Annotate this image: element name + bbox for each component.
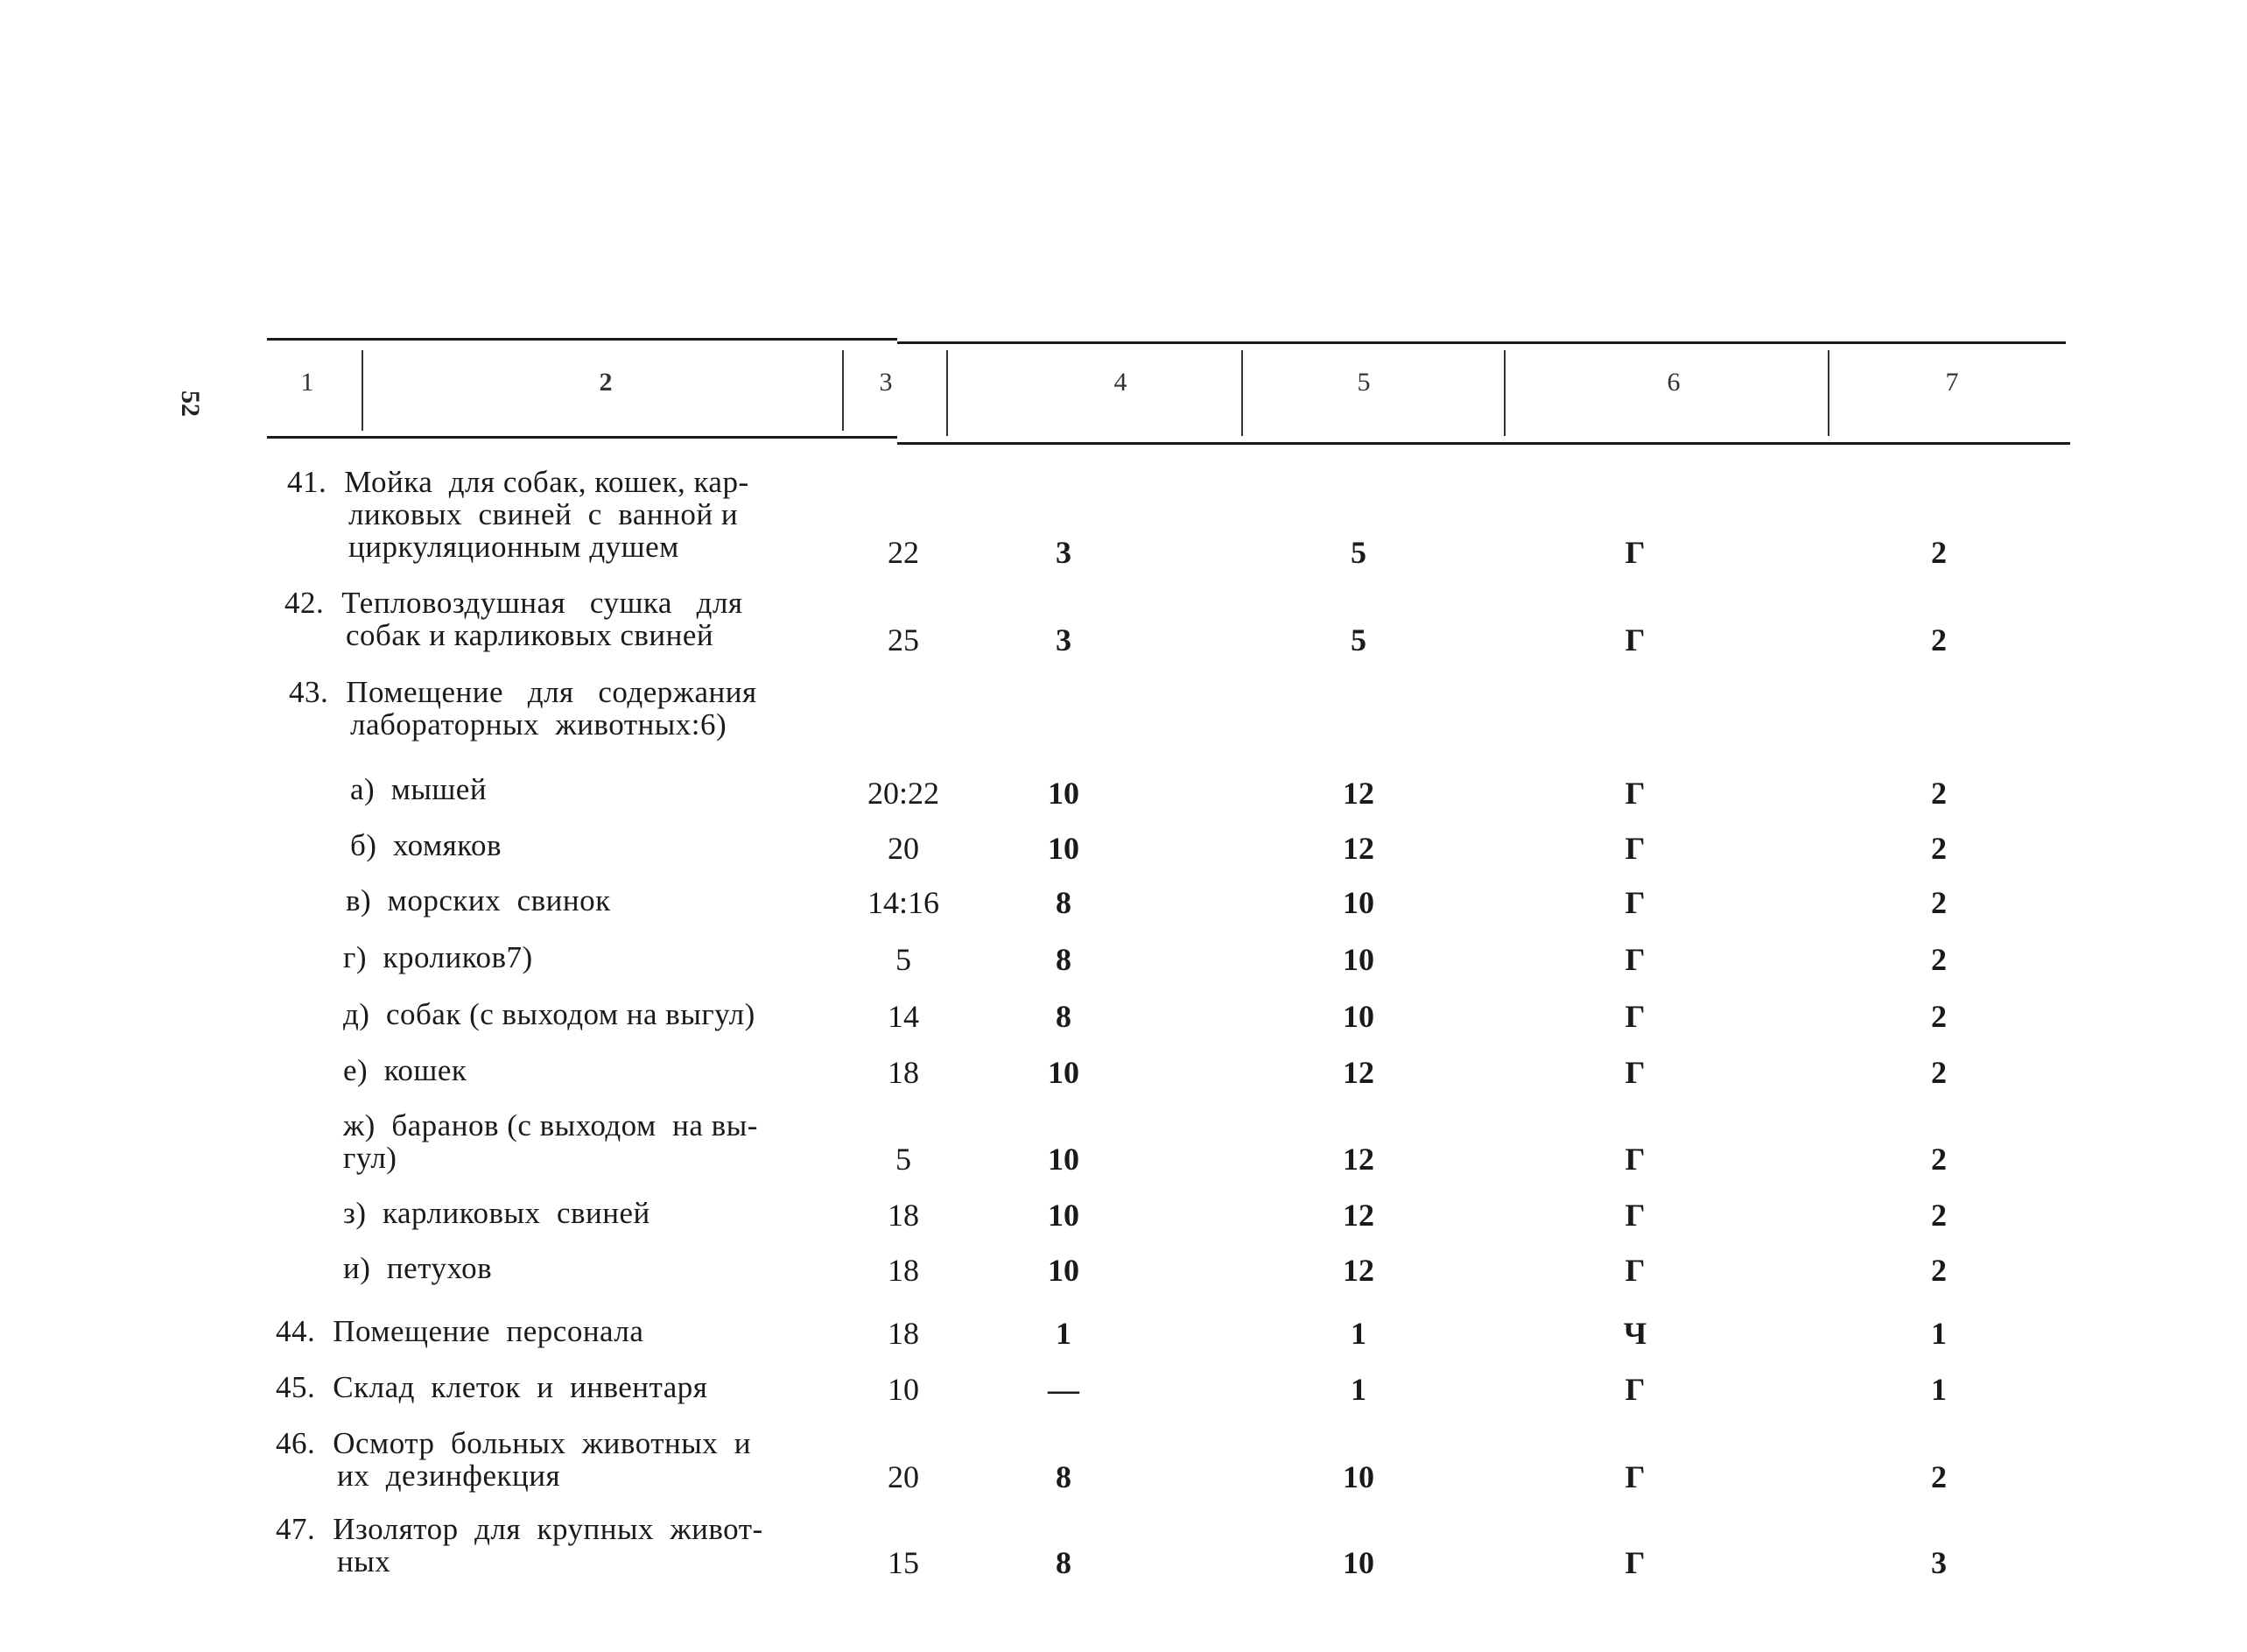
cell-c4: 1 [1056, 1316, 1071, 1351]
cell-c5: 12 [1343, 831, 1374, 866]
header-col-5: 5 [1357, 368, 1371, 397]
header-col-7: 7 [1945, 368, 1959, 397]
cell-c4: 10 [1048, 776, 1079, 811]
col-separator [946, 350, 948, 436]
row-label-line: собак и карликовых свиней [346, 618, 714, 652]
row-label [343, 1109, 758, 1174]
cell-c6: Г [1625, 1253, 1646, 1288]
cell-c4: 8 [1056, 885, 1071, 920]
cell-c4: 10 [1048, 1198, 1079, 1233]
cell-c5: 10 [1343, 942, 1374, 977]
col-separator [362, 350, 363, 431]
col-separator [1241, 350, 1243, 436]
col-separator [1504, 350, 1506, 436]
cell-c6: Ч [1623, 1316, 1647, 1351]
row-number: 43. [289, 675, 329, 709]
row-label-line: 42. Тепловоздушная сушка для [284, 586, 743, 620]
cell-c3: 20 [888, 831, 919, 866]
cell-c3: 18 [888, 1198, 919, 1233]
cell-c3: 5 [895, 1142, 911, 1177]
cell-c5: 10 [1343, 1459, 1374, 1494]
row-label [276, 1427, 751, 1492]
cell-c3: 18 [888, 1316, 919, 1351]
cell-c7: 1 [1931, 1316, 1947, 1351]
header-col-1: 1 [300, 368, 314, 397]
row-label [276, 1315, 643, 1347]
row-label-line: циркуляционным душем [348, 530, 679, 564]
cell-c5: 12 [1343, 1055, 1374, 1090]
row-number: 42. [284, 586, 325, 620]
row-label-line: гул) [343, 1141, 397, 1175]
row-label-line: 46. Осмотр больных животных и [276, 1426, 751, 1460]
cell-c4: 3 [1056, 535, 1071, 570]
cell-c3: 15 [888, 1545, 919, 1580]
row-label-line: а) мышей [350, 772, 488, 806]
header-top-rule [267, 338, 897, 341]
cell-c7: 1 [1931, 1372, 1947, 1407]
cell-c5: 10 [1343, 885, 1374, 920]
cell-c3: 18 [888, 1253, 919, 1288]
cell-c6: Г [1625, 885, 1646, 920]
row-label-line: е) кошек [343, 1053, 467, 1087]
cell-c4: 3 [1056, 622, 1071, 657]
cell-c7: 2 [1931, 1142, 1947, 1177]
cell-c3: 22 [888, 535, 919, 570]
cell-c5: 1 [1351, 1372, 1366, 1407]
cell-c7: 2 [1931, 622, 1947, 657]
header-bottom-rule-right [897, 442, 2070, 445]
row-number: 47. [276, 1512, 316, 1546]
row-label-line: лабораторных животных:6) [350, 707, 727, 742]
cell-c5: 10 [1343, 999, 1374, 1034]
row-label-line: ных [337, 1544, 391, 1578]
cell-c5: 5 [1351, 622, 1366, 657]
cell-c6: Г [1625, 1142, 1646, 1177]
header-top-rule-right [897, 341, 2066, 344]
cell-c3: 25 [888, 622, 919, 657]
row-label-line: з) карликовых свиней [343, 1196, 650, 1230]
row-label-line: д) собак (с выходом на выгул) [343, 997, 755, 1031]
cell-c4: 10 [1048, 1142, 1079, 1177]
cell-c6: Г [1625, 1545, 1646, 1580]
cell-c3: 14 [888, 999, 919, 1034]
cell-c6: Г [1625, 622, 1646, 657]
cell-c7: 2 [1931, 1253, 1947, 1288]
row-label-line: в) морских свинок [346, 883, 611, 917]
cell-c6: Г [1625, 535, 1646, 570]
cell-c3: 18 [888, 1055, 919, 1090]
row-label [343, 1252, 492, 1284]
cell-c7: 2 [1931, 1459, 1947, 1494]
row-label-line: 45. Склад клеток и инвентаря [276, 1370, 708, 1404]
cell-c7: 3 [1931, 1545, 1947, 1580]
row-label-line: их дезинфекция [337, 1459, 561, 1493]
row-number: 46. [276, 1426, 316, 1460]
row-label [343, 998, 755, 1030]
page-number: 52 [176, 390, 205, 417]
cell-c5: 12 [1343, 1198, 1374, 1233]
row-label-line: и) петухов [343, 1251, 493, 1285]
header-col-6: 6 [1667, 368, 1681, 397]
row-label-line: 43. Помещение для содержания [289, 675, 757, 709]
row-label [276, 1371, 707, 1403]
cell-c4: 8 [1056, 1459, 1071, 1494]
cell-c5: 12 [1343, 1142, 1374, 1177]
cell-c7: 2 [1931, 942, 1947, 977]
cell-c4: 8 [1056, 999, 1071, 1034]
row-label-line: 44. Помещение персонала [276, 1314, 644, 1348]
row-number: 41. [287, 465, 327, 499]
cell-c5: 12 [1343, 1253, 1374, 1288]
cell-c7: 2 [1931, 1055, 1947, 1090]
row-label [343, 1197, 650, 1229]
cell-c6: Г [1625, 776, 1646, 811]
cell-c3: 5 [895, 942, 911, 977]
row-label [350, 829, 502, 861]
row-number: 44. [276, 1314, 316, 1348]
row-label-line: б) хомяков [350, 828, 502, 862]
row-label-line: 41. Мойка для собак, кошек, кар- [287, 465, 749, 499]
col-separator [1828, 350, 1829, 436]
cell-c7: 2 [1931, 776, 1947, 811]
cell-c4: 10 [1048, 831, 1079, 866]
header-bottom-rule [267, 436, 897, 439]
cell-c3: 20 [888, 1459, 919, 1494]
row-label-line: ж) баранов (с выходом на вы- [343, 1108, 758, 1142]
row-label [343, 1054, 467, 1086]
header-col-2: 2 [599, 368, 613, 397]
cell-c4: 10 [1048, 1253, 1079, 1288]
cell-c4: 8 [1056, 1545, 1071, 1580]
cell-c7: 2 [1931, 535, 1947, 570]
row-label [346, 884, 611, 917]
cell-c6: Г [1625, 942, 1646, 977]
row-label [284, 587, 743, 651]
row-label-line: 47. Изолятор для крупных живот- [276, 1512, 763, 1546]
cell-c6: Г [1625, 1198, 1646, 1233]
cell-c7: 2 [1931, 999, 1947, 1034]
cell-c7: 2 [1931, 1198, 1947, 1233]
cell-c5: 5 [1351, 535, 1366, 570]
cell-c6: Г [1625, 831, 1646, 866]
row-label [287, 466, 749, 563]
cell-c3: 20:22 [867, 776, 940, 811]
row-label-line: г) кроликов7) [343, 940, 533, 974]
cell-c6: Г [1625, 1459, 1646, 1494]
cell-c3: 10 [888, 1372, 919, 1407]
cell-c6: Г [1625, 999, 1646, 1034]
cell-c7: 2 [1931, 885, 1947, 920]
cell-c6: Г [1625, 1055, 1646, 1090]
cell-c7: 2 [1931, 831, 1947, 866]
cell-c4: — [1048, 1372, 1079, 1407]
row-label [343, 941, 533, 974]
cell-c5: 12 [1343, 776, 1374, 811]
header-col-4: 4 [1113, 368, 1127, 397]
cell-c4: 8 [1056, 942, 1071, 977]
cell-c6: Г [1625, 1372, 1646, 1407]
cell-c3: 14:16 [867, 885, 940, 920]
cell-c4: 10 [1048, 1055, 1079, 1090]
header-col-3: 3 [879, 368, 893, 397]
row-label-line: ликовых свиней с ванной и [348, 497, 739, 531]
row-number: 45. [276, 1370, 316, 1404]
row-label [276, 1513, 763, 1578]
cell-c5: 1 [1351, 1316, 1366, 1351]
cell-c5: 10 [1343, 1545, 1374, 1580]
row-label [350, 773, 487, 805]
row-label [289, 676, 757, 741]
col-separator [842, 350, 844, 431]
